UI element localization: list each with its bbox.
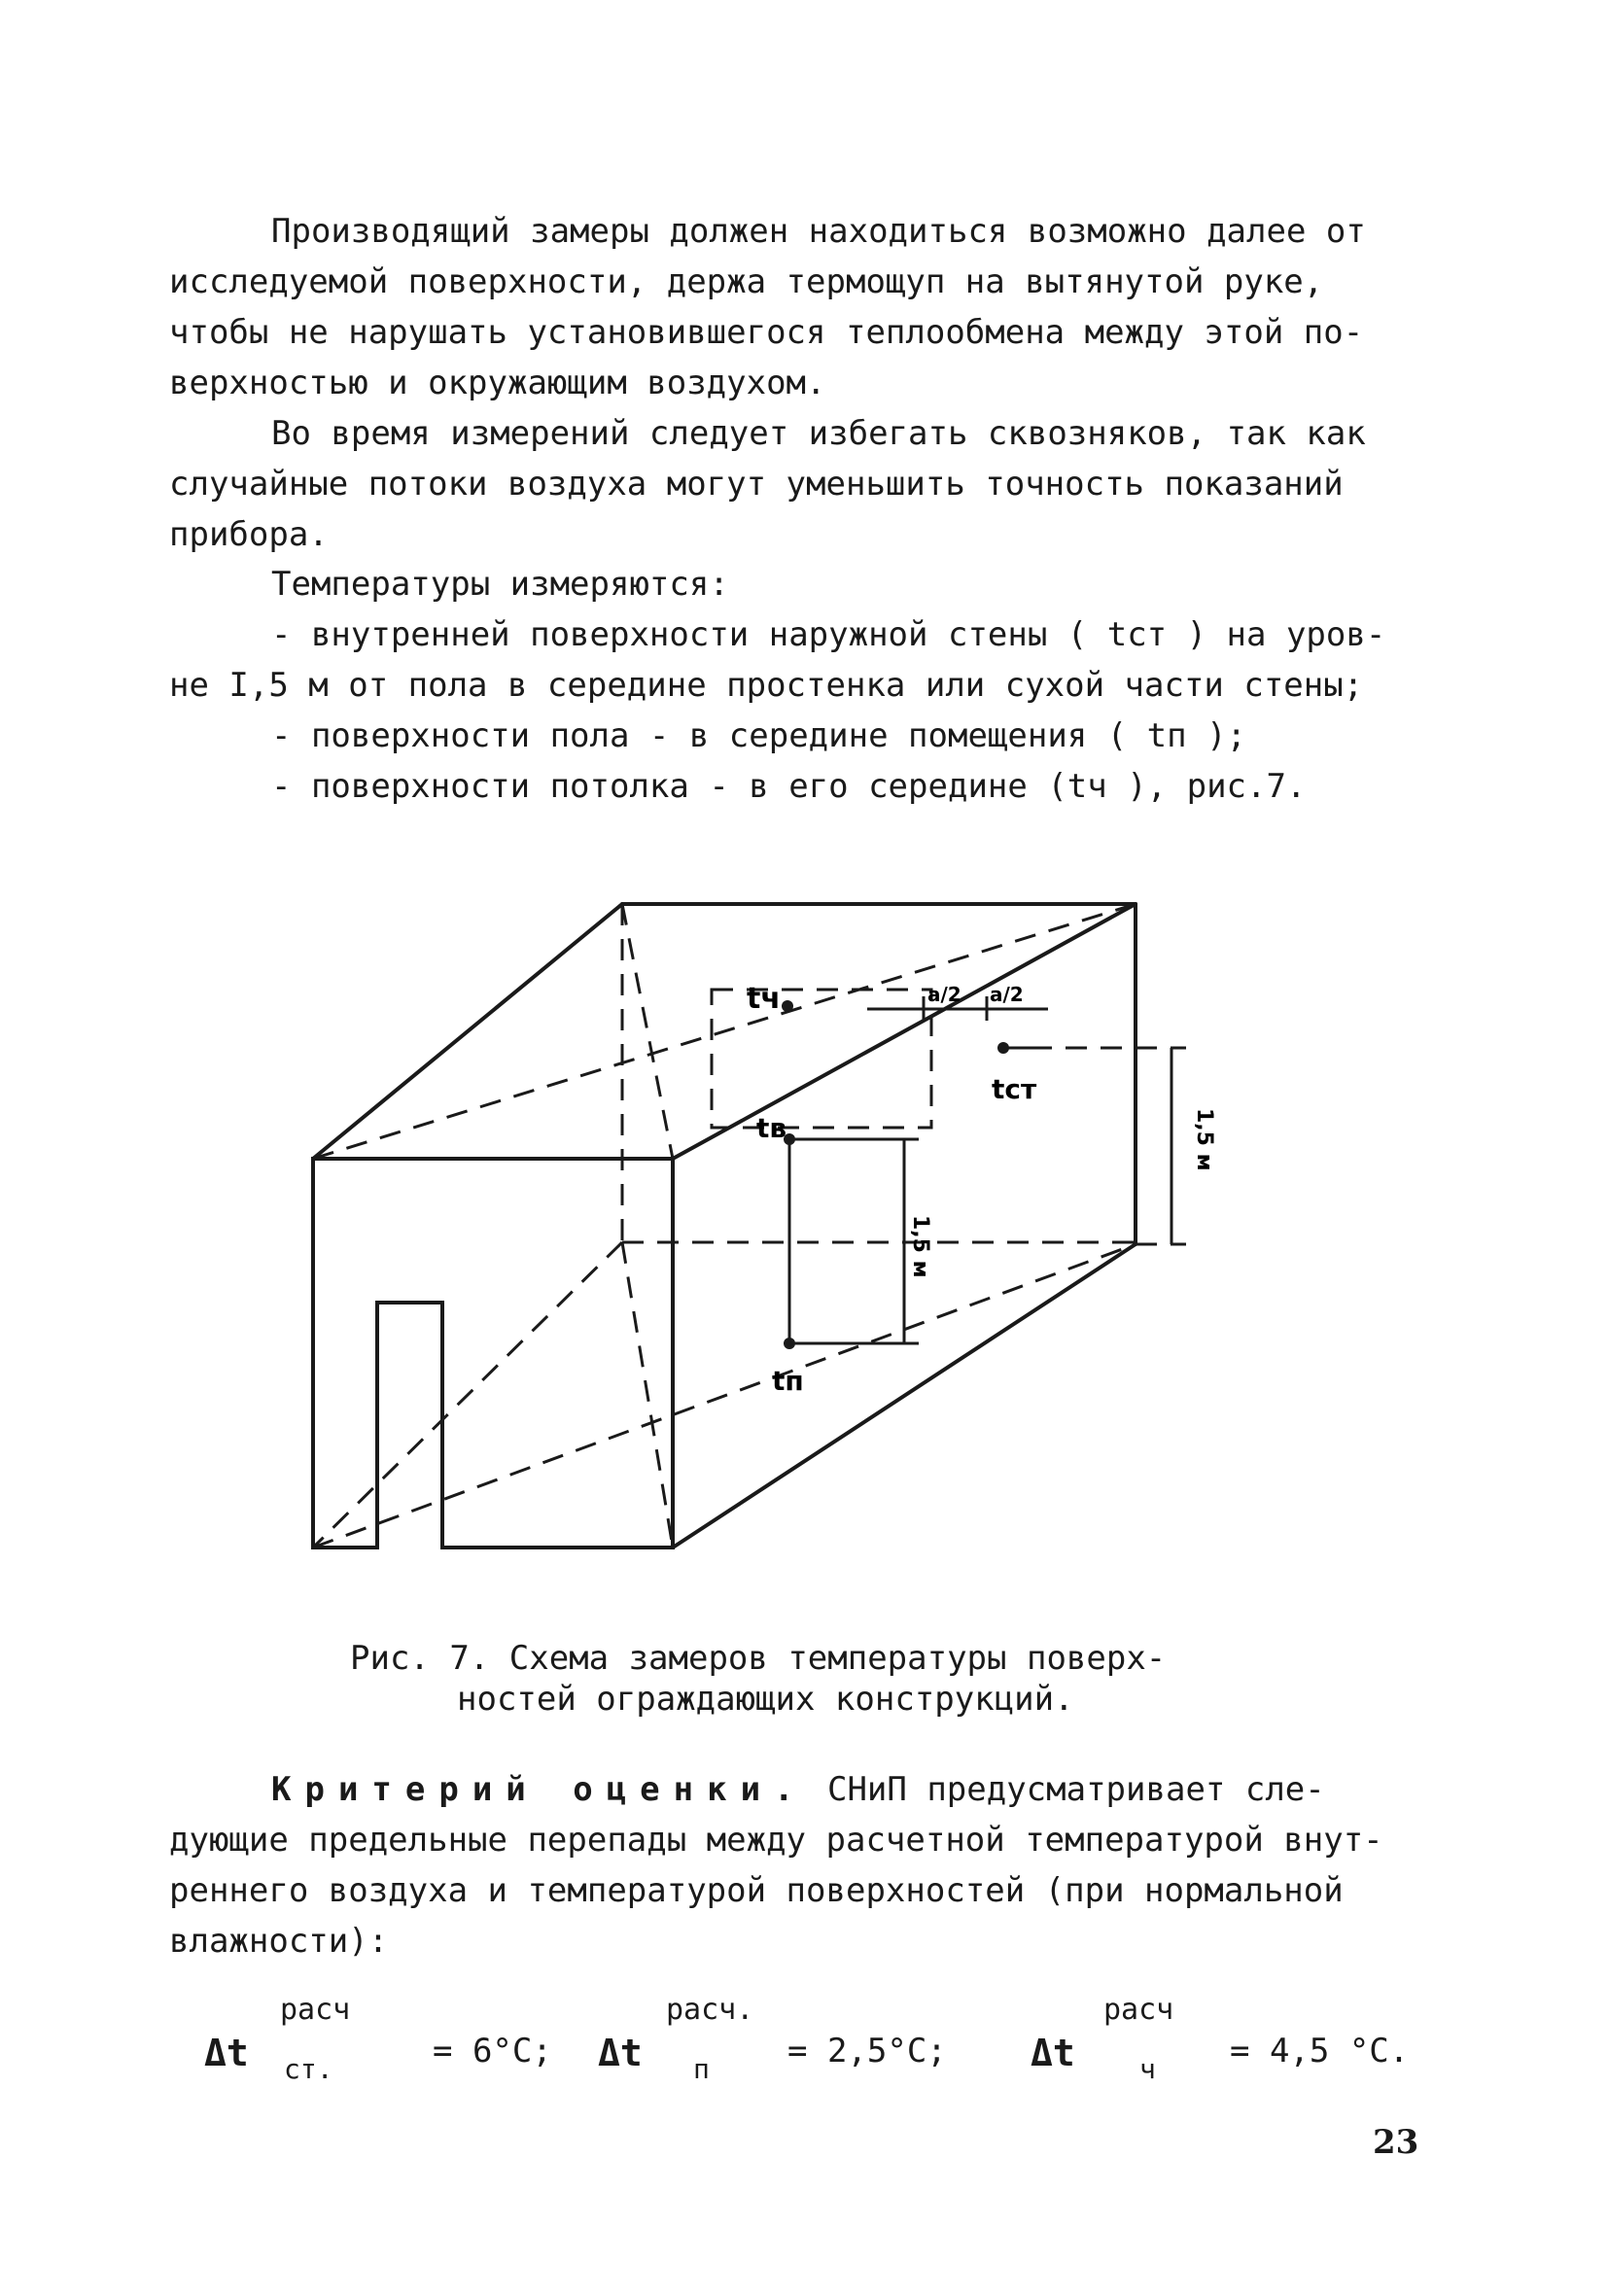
list-item: - поверхности потолка - в его середине (tч ), рис.7. <box>271 767 1307 806</box>
formula-value: = 6°С; <box>433 2032 552 2070</box>
list-item: - внутренней поверхности наружной стены ( tст ) на уров- <box>271 615 1386 654</box>
formula-sup: расч <box>280 1993 351 2027</box>
delta-symbol: Δt <box>1031 2032 1075 2074</box>
formula-floor <box>598 1983 1006 2090</box>
label-a-half-1: а/2 <box>927 983 961 1006</box>
formula-sub: п <box>693 2053 710 2085</box>
formula-ceiling <box>1031 1983 1468 2090</box>
label-dim-inner: 1,5 м <box>908 1215 932 1278</box>
front-wall-outline <box>313 1159 673 1548</box>
point-tch <box>782 1000 793 1012</box>
label-tp: tп <box>772 1365 804 1397</box>
formula-value: = 4,5 °С. <box>1230 2032 1410 2070</box>
label-tv: tв <box>756 1112 787 1144</box>
formula-sup: расч. <box>666 1993 754 2027</box>
paragraph-measurer-position <box>169 206 1433 408</box>
label-tch: tч <box>747 982 781 1016</box>
text-line: не I,5 м от пола в середине простенка или сухой части стены; <box>169 666 1364 705</box>
text-line: реннего воздуха и температурой поверхностей (при нормальной <box>169 1871 1344 1910</box>
text-line: Температуры измеряются: <box>271 565 729 604</box>
delta-symbol: Δt <box>598 2032 643 2074</box>
floor-diagonal-2 <box>622 1242 673 1548</box>
text-line: дующие предельные перепады между расчетной температурой внут- <box>169 1821 1383 1860</box>
paragraph-temperatures-list <box>169 559 1433 812</box>
list-item: - поверхности пола - в середине помещения ( tп ); <box>271 716 1247 755</box>
paragraph-criteria <box>169 1764 1452 1966</box>
delta-symbol: Δt <box>204 2032 249 2074</box>
caption-line: Рис. 7. Схема замеров температуры поверх- <box>350 1639 1167 1678</box>
point-tp <box>784 1338 795 1349</box>
label-a-half-2: а/2 <box>990 983 1024 1006</box>
text-line: случайные потоки воздуха могут уменьшить точность показаний <box>169 465 1344 504</box>
text-line: исследуемой поверхности, держа термощуп на вытянутой руке, <box>169 262 1324 301</box>
text-line: чтобы не нарушать установившегося теплообмена между этой по- <box>169 313 1364 352</box>
formula-row <box>204 1983 1468 2090</box>
floor-diagonal-1 <box>313 1244 1136 1548</box>
room-measurement-diagram <box>292 875 1264 1575</box>
label-tst: tст <box>992 1073 1037 1105</box>
formula-sub: ч <box>1139 2053 1156 2085</box>
text-line: влажности): <box>169 1922 389 1961</box>
text-line: СНиП предусматривает сле- <box>807 1770 1325 1809</box>
criteria-heading: Критерий оценки. <box>271 1770 808 1809</box>
caption-line: ностей ограждающих конструкций. <box>457 1680 1074 1719</box>
ceiling-diagonal-2 <box>622 904 673 1159</box>
ceiling-diagonal-1 <box>313 904 1136 1159</box>
text-line: Производящий замеры должен находиться возможно далее от <box>271 212 1366 251</box>
formula-sup: расч <box>1103 1993 1174 2027</box>
hidden-floor-left <box>313 1242 622 1548</box>
point-tst <box>997 1042 1009 1054</box>
text-line: Во время измерений следует избегать сквозняков, так как <box>271 414 1366 453</box>
page-number: 23 <box>1373 2123 1419 2162</box>
paragraph-drafts <box>169 408 1433 560</box>
formula-value: = 2,5°С; <box>787 2032 947 2070</box>
label-dim-right: 1,5 м <box>1192 1108 1216 1171</box>
text-line: верхностью и окружающим воздухом. <box>169 364 826 402</box>
figure-caption <box>350 1638 1322 1720</box>
top-right-edge <box>673 904 1136 1159</box>
formula-sub: ст. <box>284 2053 333 2085</box>
text-line: прибора. <box>169 515 329 554</box>
formula-wall <box>204 1983 574 2090</box>
top-left-edge <box>313 904 622 1159</box>
